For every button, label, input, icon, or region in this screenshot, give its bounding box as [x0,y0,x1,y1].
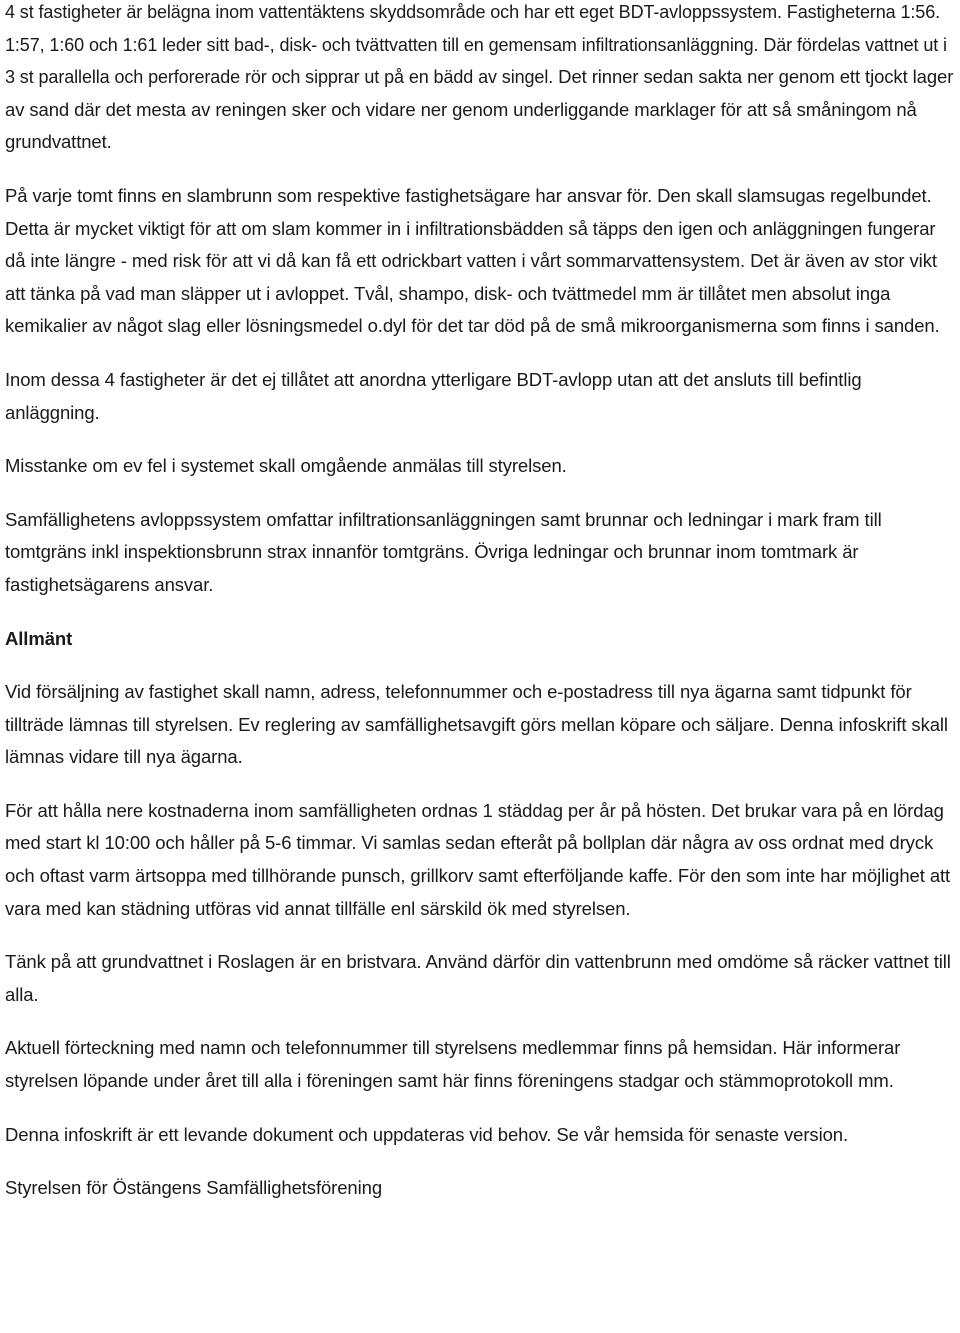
paragraph-bdt-system [5,0,957,159]
paragraph-slambrunn: På varje tomt finns en slambrunn som respektive fastighetsägare har ansvar för. Den skall slamsugas regelbundet. Detta är mycket viktigt för att om slam kommer in i infiltrationsbädden så täpps den igen och anläggningen fungerar då inte längre - med risk för att vi då kan få ett odrickbart vatten i vårt sommarvattensystem. Det är även av stor vikt att tänka på vad man släpper ut i avloppet. Tvål, shampo, disk- och tvättmedel mm är tillåtet men absolut inga kemikalier av något slag eller lösningsmedel o.dyl för det tar död på de små mikroorganismerna som finns i sanden. [5,184,940,337]
paragraph-misstanke: Misstanke om ev fel i systemet skall omgående anmälas till styrelsen. [5,455,567,477]
paragraph-levande-dokument: Denna infoskrift är ett levande dokument och uppdateras vid behov. Se vår hemsida för senaste version. [5,1123,848,1145]
paragraph-bdt-system-part2: Det rinner sedan sakta ner genom ett tjockt lager av sand där det mesta av reningen sker och vidare ner genom underliggande marklager för att så småningom nå grundvattnet. [5,66,954,153]
heading-allmant: Allmänt [5,627,73,649]
document-page [5,0,957,1205]
paragraph-forsaljning: Vid försäljning av fastighet skall namn, adress, telefonnummer och e-postadress till nya ägarna samt tidpunkt för tillträde lämnas till styrelsen. Ev reglering av samfällighetsavgift görs mellan köpare och säljare. Denna infoskrift skall lämnas vidare till nya ägarna. [5,681,948,768]
paragraph-inom-dessa: Inom dessa 4 fastigheter är det ej tillåtet att anordna ytterligare BDT-avlopp utan att det ansluts till befintlig anläggning. [5,368,862,423]
paragraph-grundvattnet: Tänk på att grundvattnet i Roslagen är en bristvara. Använd därför din vattenbrunn med omdöme så räcker vattnet till alla. [5,951,951,1005]
signature-line: Styrelsen för Östängens Samfällighetsförening [5,1177,383,1199]
paragraph-forteckning: Aktuell förteckning med namn och telefonnummer till styrelsens medlemmar finns på hemsidan. Här informerar styrelsen löpande under året till alla i föreningen samt här finns föreningens stadgar och stämmoprotokoll mm. [5,1037,901,1092]
paragraph-staddag: För att hålla nere kostnaderna inom samfälligheten ordnas 1 städdag per år på hösten. Det brukar vara på en lördag med start kl 10:00 och håller på 5-6 timmar. Vi samlas sedan efteråt på bollplan där några av oss ordnat med dryck och oftast varm ärtsoppa med tillhörande punsch, grillkorv samt efterföljande kaffe. För den som inte har möjlighet att vara med kan städning utföras vid annat tillfälle enl särskild ök med styrelsen. [5,799,951,919]
paragraph-avloppssystem: Samfällighetens avloppssystem omfattar infiltrationsanläggningen samt brunnar och ledningar i mark fram till tomtgräns inkl inspektionsbrunn strax innanför tomtgräns. Övriga ledningar och brunnar inom tomtmark är fastighetsägarens ansvar. [5,508,882,595]
paragraph-bdt-system-part1: 4 st fastigheter är belägna inom vattentäktens skyddsområde och har ett eget BDT-avloppssystem. Fastigheterna 1:56. 1:57, 1:60 och 1:61 leder sitt bad-, disk- och tvättvatten till en gemensam infiltrationsanläggning. Där fördelas vattnet ut i 3 st parallella och perforerade rör och sipprar ut på en bädd av singel. [5,2,947,88]
